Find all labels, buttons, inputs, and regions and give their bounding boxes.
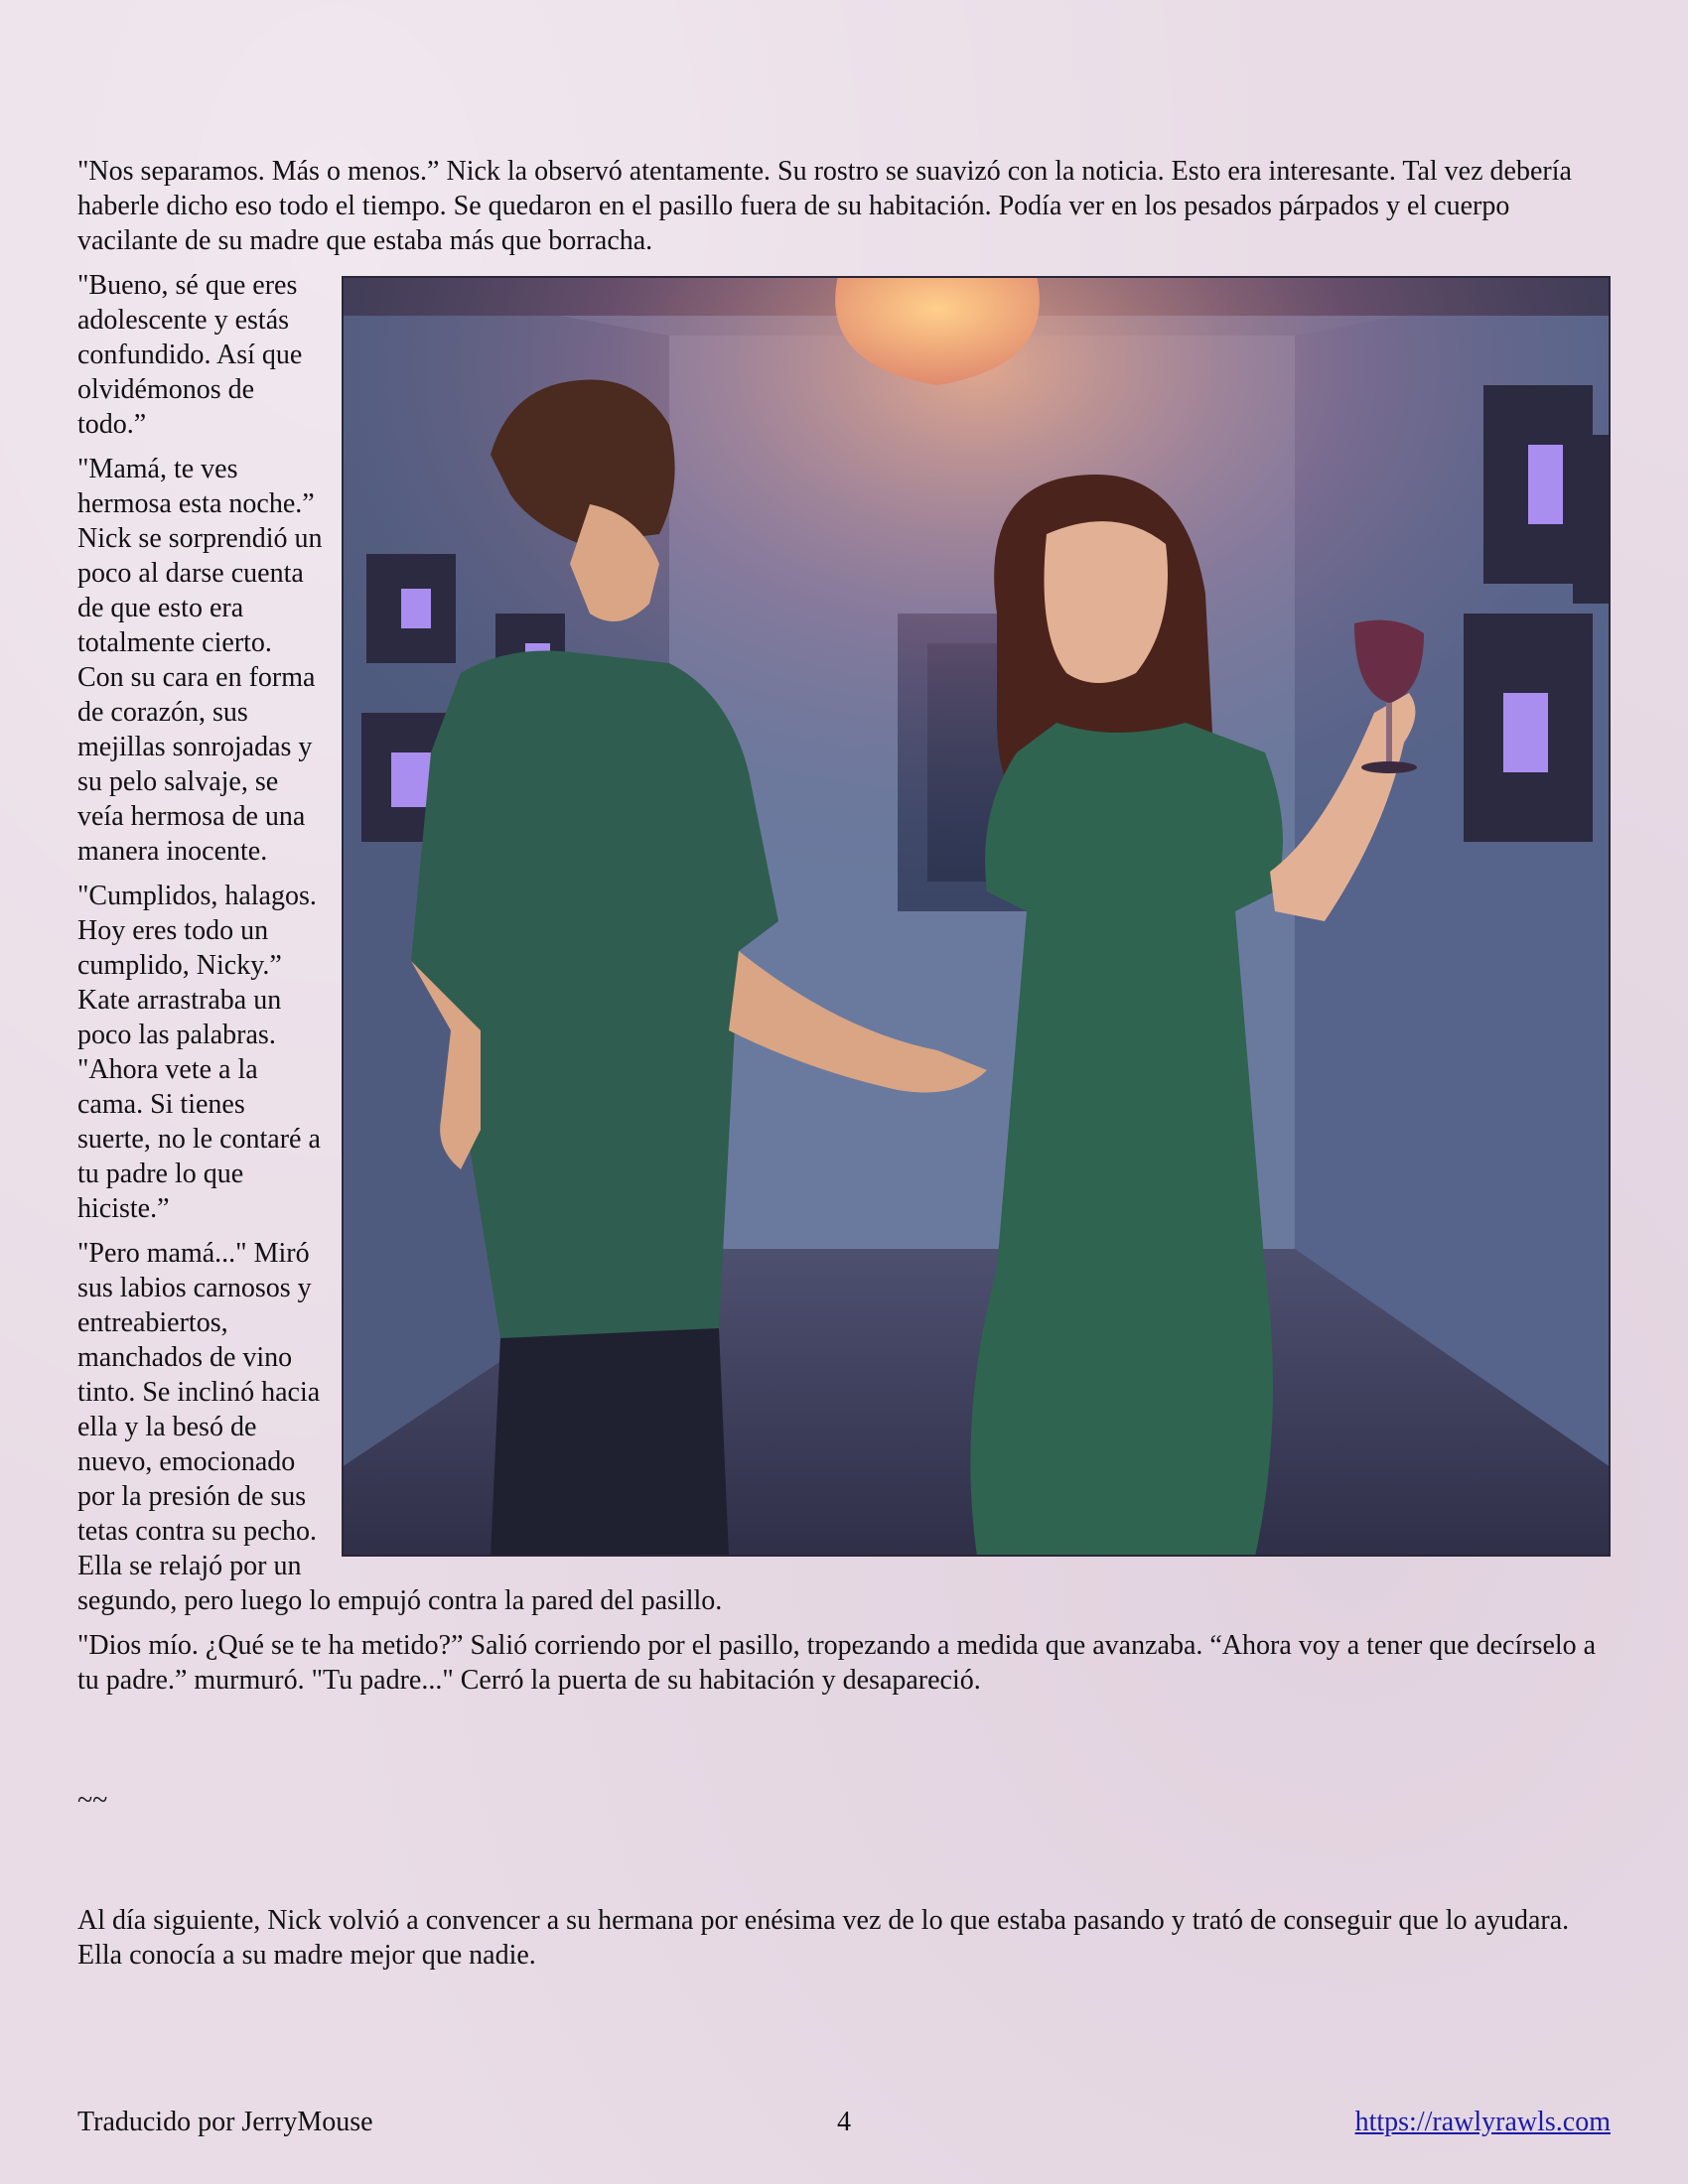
paragraph-1: "Nos separamos. Más o menos.” Nick la observó atentamente. Su rostro se suavizó con la noticia. Esto era interesante. Tal vez debería haberle dicho eso todo el tiempo. Se quedaron en el pasillo fuera de su habitación. Podía ver en los pesados párpados y el cuerpo vacilante de su madre que estaba más que borracha. — [77, 156, 1572, 256]
paragraph-3: "Mamá, te ves hermosa esta noche.” Nick se sorprendió un poco al darse cuenta de que esto era totalmente cierto. Con su cara en forma de corazón, sus mejillas sonrojadas y su pelo salvaje, se veía hermosa de una manera inocente. — [77, 454, 323, 867]
page-number: 4 — [837, 2107, 851, 2137]
page-footer — [77, 2105, 1611, 2139]
document-body — [77, 154, 1611, 1982]
illustration-hallway-scene — [342, 276, 1611, 1557]
website-link[interactable]: https://rawlyrawls.com — [1354, 2107, 1611, 2137]
paragraph-4: "Cumplidos, halagos. Hoy eres todo un cumplido, Nicky.” Kate arrastraba un poco las palabras. "Ahora vete a la cama. Si tienes suerte, no le contaré a tu padre lo que hiciste.” — [77, 881, 321, 1224]
paragraph-2: "Bueno, sé que eres adolescente y estás confundido. Así que olvidémonos de todo.” — [77, 270, 303, 440]
section-divider: ~~ — [77, 1785, 108, 1816]
paragraph-5: "Pero mamá..." Miró sus labios carnosos y entreabiertos, manchados de vino tinto. Se inclinó hacia ella y la besó de nuevo, emocionado por la presión de sus tetas contra su pecho. Ella se relajó por un segundo, pero luego lo empujó contra la pared del pasillo. — [77, 1238, 723, 1616]
translator-credit: Traducido por JerryMouse — [77, 2107, 373, 2137]
closing-paragraph: Al día siguiente, Nick volvió a convencer a su hermana por enésima vez de lo que estaba pasando y trató de conseguir que lo ayudara. Ella conocía a su madre mejor que nadie. — [77, 1905, 1570, 1971]
paragraph-6: "Dios mío. ¿Qué se te ha metido?” Salió corriendo por el pasillo, tropezando a medida que avanzaba. “Ahora voy a tener que decírselo a tu padre.” murmuró. "Tu padre..." Cerró la puerta de su habitación y desapareció. — [77, 1630, 1597, 1696]
